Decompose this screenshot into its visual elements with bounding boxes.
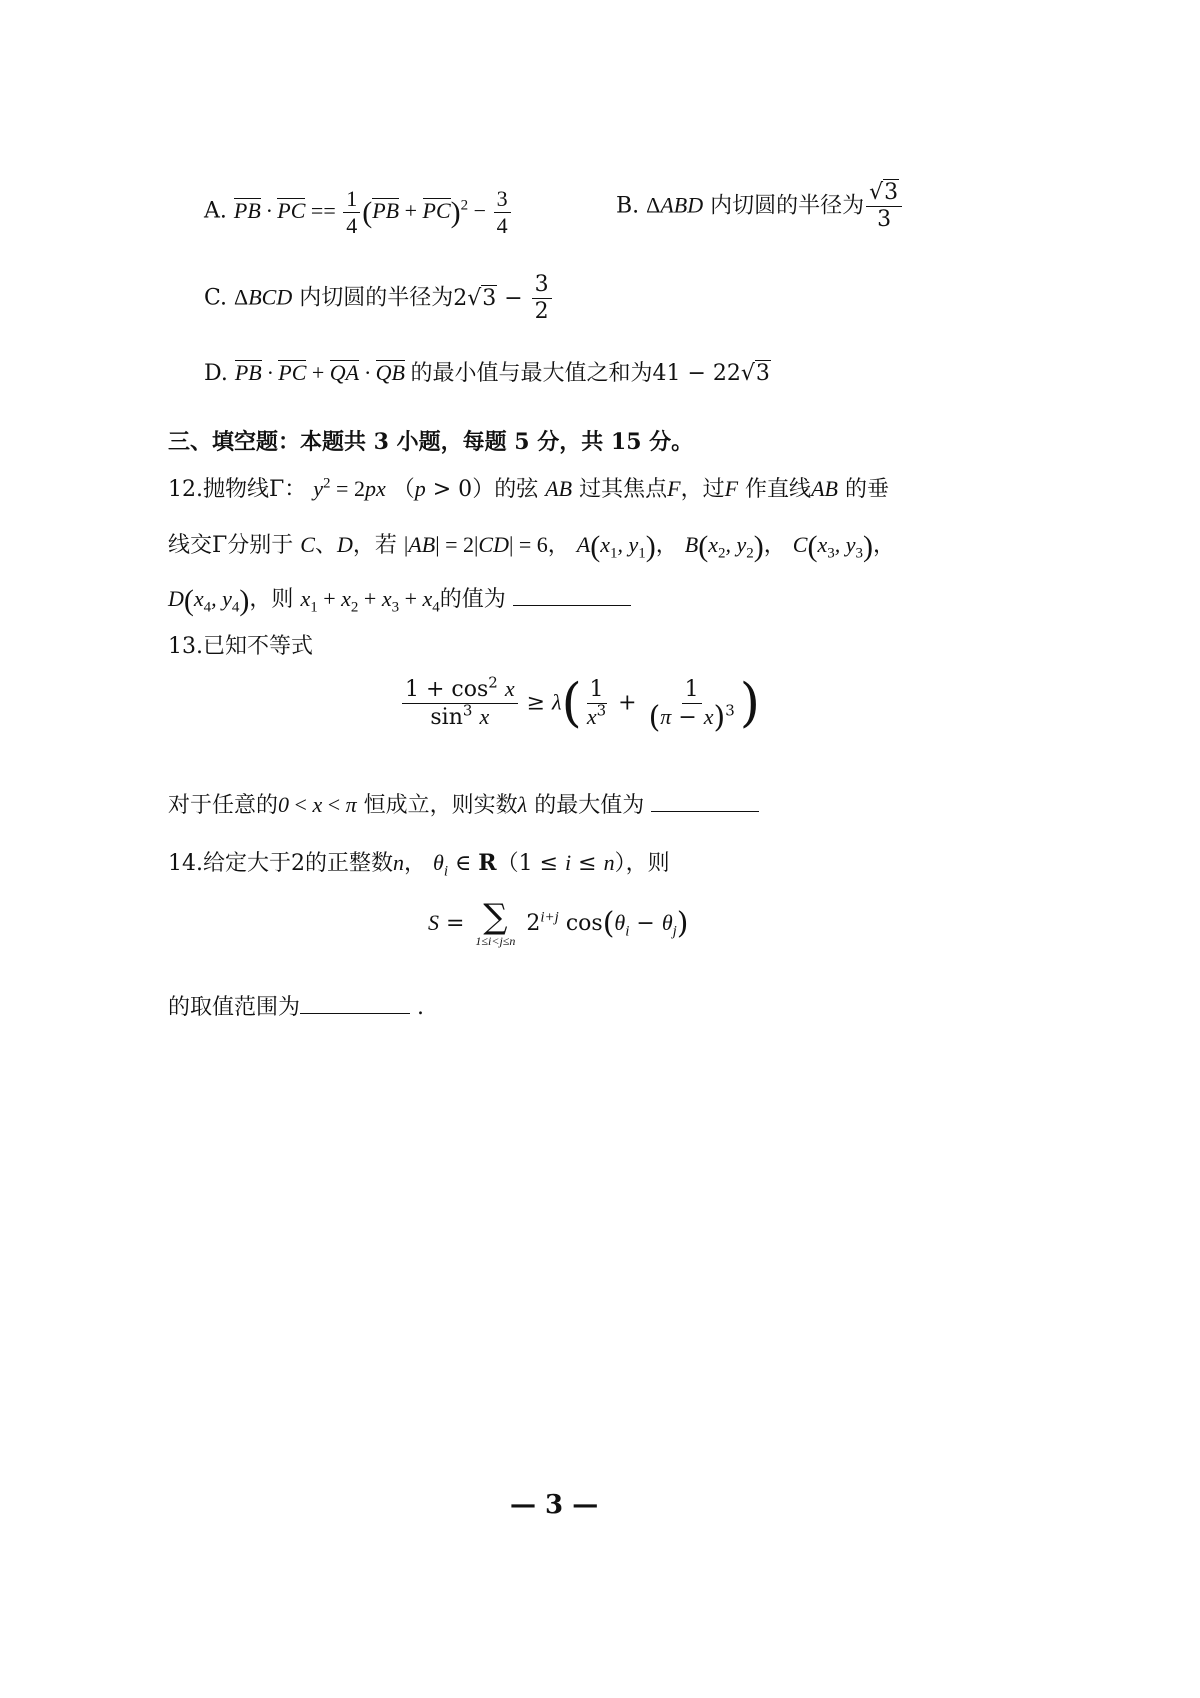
q14-line-1: 14.给定大于2的正整数n， $\theta_i$ ∈ R（1 ≤ i ≤ n），则 [168, 850, 670, 880]
option-d-text: 的最小值与最大值之和为 [410, 361, 653, 386]
q12-point-a: $A(x_1$, $y_1$) [576, 529, 656, 563]
option-b-value: $\frac{√3}{3}$ [866, 180, 902, 233]
q12-point-d: $D(x_4$, $y_4$) [168, 583, 250, 617]
option-d-label: D. [204, 361, 228, 386]
q13-condition: 对于任意的0 < x < π 恒成立，则实数λ 的最大值为 [168, 790, 759, 821]
q12-answer-blank[interactable] [513, 585, 631, 606]
q12-line-3 [168, 584, 631, 616]
q12-text-9: ，若 [352, 533, 397, 558]
q12-text-7: 线交 [168, 533, 213, 558]
q12-line-2: 线交Γ分别于 C、D，若 |AB| = 2|CD| = 6， $A(x_1$, $y_1$)， $B(x_2$, $y_2$)， $C(x_3$, $y_3$)， [168, 529, 895, 563]
option-b [616, 180, 904, 233]
option-c-triangle: ΔBCD [234, 284, 293, 310]
q12-sum-expr: $x_1 + x_2 + x_3 + x_4$ [300, 586, 440, 616]
option-b-text: 内切圆的半径为 [710, 193, 865, 219]
q13-text-2: 恒成立，则实数 [363, 793, 518, 818]
page-number: — 3 — [510, 1490, 599, 1520]
q14-text-2: 的正整数 [305, 851, 394, 876]
q14-sum-formula: S = ∑ 1≤i<j≤n $2^{i+j}$ $\cos(\theta_i - \theta_j)$ [428, 897, 689, 948]
q12-text-5: 作直线 [745, 477, 812, 502]
option-c [204, 272, 554, 325]
q12-text-2: 的弦 [494, 477, 539, 502]
q13-text-1: 对于任意的 [168, 793, 279, 818]
q14-answer-blank[interactable] [300, 993, 410, 1014]
q13-answer-blank[interactable] [651, 791, 759, 812]
option-b-triangle: ΔABD [646, 192, 704, 218]
q14-text-1: 给定大于 [203, 851, 292, 876]
q14-number: 14. [168, 851, 203, 876]
q13-inequality: $\frac{1 + \cos^2 x}{\sin^3 x}$ ≥ λ( $\frac{1}{x^3}$ + $\frac{1}{(\pi - x)^3}$ ) [400, 676, 760, 731]
q12-number: 12. [168, 477, 203, 502]
option-d-value: 41 − 22√3 [652, 361, 770, 386]
q14-text-3: ，则 [625, 851, 670, 876]
option-d-formula: PB · PC + QA · QB [234, 360, 405, 385]
option-a [204, 186, 513, 239]
option-a-formula: PB · PC == $\frac{1}{4}$ (PB + PC)$^2$ − $\frac{3}{4}$ [234, 198, 513, 223]
q12-text-11: 的值为 [439, 587, 506, 612]
option-c-value: 2√3 − $\frac{3}{2}$ [453, 286, 553, 311]
q12-parabola-eq: $y^2 = 2px$ [313, 475, 386, 501]
q12-text-8: 分别于 [227, 533, 294, 558]
q12-point-c: $C(x_3$, $y_3$) [792, 529, 873, 563]
q12-text-4: ，过 [680, 477, 725, 502]
option-c-label: C. [204, 285, 228, 311]
option-a-label: A. [204, 198, 227, 224]
q12-line-1: 12.抛物线Γ： $y^2 = 2px$ （p > 0）的弦 AB 过其焦点F，过F 作直线AB 的垂 [168, 475, 889, 502]
q12-text-1: 抛物线 [203, 477, 270, 502]
q13-intro-text: 已知不等式 [203, 634, 314, 659]
q12-length-eq: |AB| = 2|CD| = 6 [403, 532, 548, 557]
option-c-text: 内切圆的半径为 [299, 285, 454, 311]
q13-text-3: 的最大值为 [534, 793, 645, 818]
q14-text-4: 的取值范围为 [168, 995, 301, 1020]
q12-text-6: 的垂 [844, 477, 889, 502]
q14-line-3: 的取值范围为 . [168, 995, 425, 1020]
section-heading: 三、填空题：本题共 3 小题，每题 5 分，共 15 分。 [168, 429, 694, 455]
q12-text-3: 过其焦点 [579, 477, 668, 502]
option-d [204, 356, 771, 387]
q13-number: 13. [168, 634, 203, 659]
option-b-label: B. [616, 193, 640, 219]
q13-intro [168, 632, 313, 662]
q12-text-10: ，则 [249, 587, 294, 612]
q12-point-b: $B(x_2$, $y_2$) [684, 529, 764, 563]
